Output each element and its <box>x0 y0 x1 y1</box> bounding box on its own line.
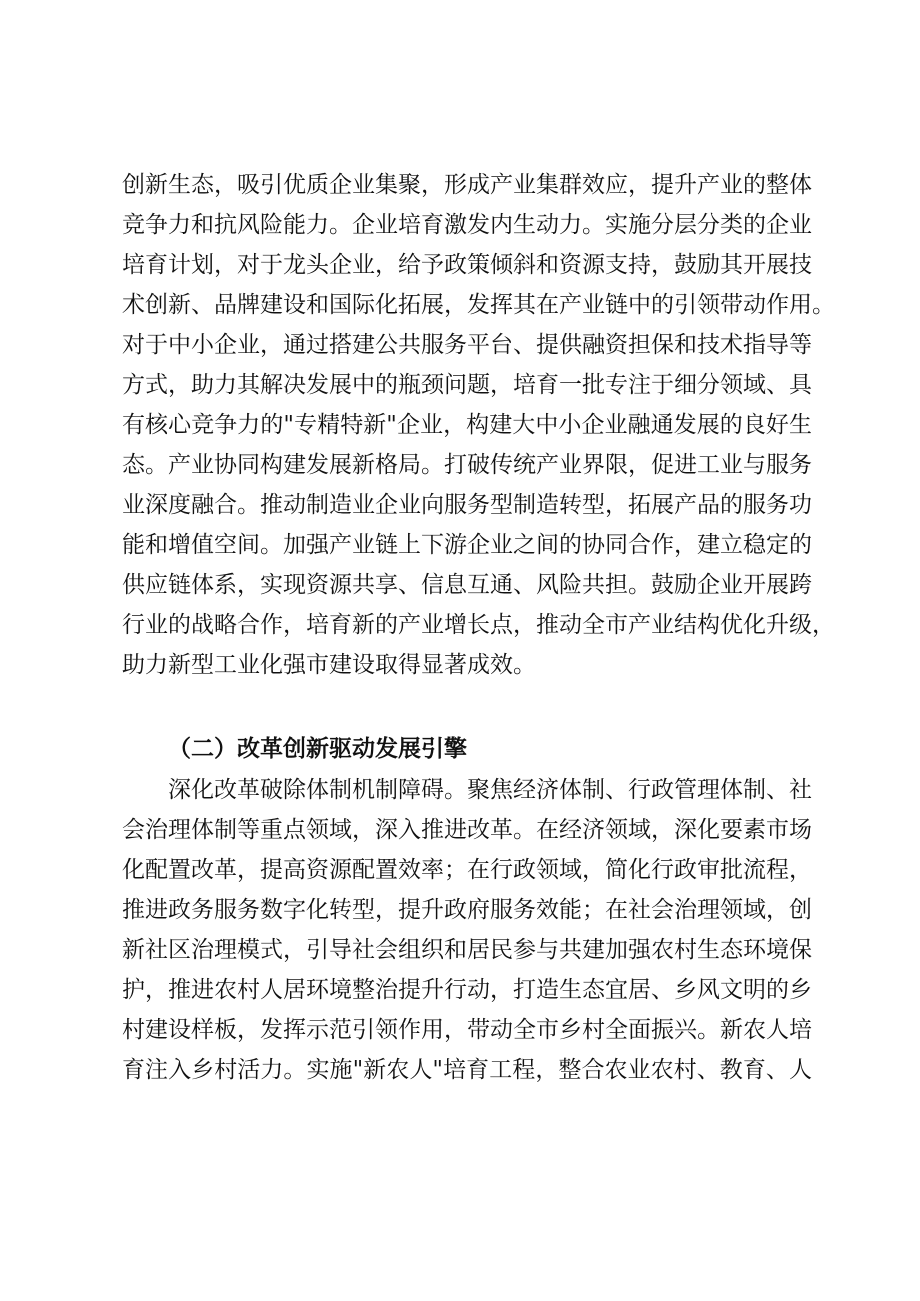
paragraph-reform-innovation <box>122 770 812 1090</box>
text-line: 对于中小企业，通过搭建公共服务平台、提供融资担保和技术指导等 <box>122 332 812 358</box>
text-line: 行业的战略合作，培育新的产业增长点，推动全市产业结构优化升级， <box>122 612 835 638</box>
text-line: 村建设样板，发挥示范引领作用，带动全市乡村全面振兴。新农人培 <box>122 1017 812 1043</box>
text-line: 育注入乡村活力。实施"新农人"培育工程，整合农业农村、教育、人 <box>122 1057 812 1083</box>
text-line: 术创新、品牌建设和国际化拓展，发挥其在产业链中的引领带动作用。 <box>122 292 835 318</box>
section-heading: （二）改革创新驱动发展引擎 <box>168 736 467 762</box>
text-line: 推进政务服务数字化转型，提升政府服务效能；在社会治理领域，创 <box>122 897 812 923</box>
text-line: 会治理体制等重点领域，深入推进改革。在经济领域，深化要素市场 <box>122 817 812 843</box>
paragraph-industry-ecosystem <box>122 165 835 685</box>
text-line: 态。产业协同构建发展新格局。打破传统产业界限，促进工业与服务 <box>122 452 812 478</box>
text-line: 竞争力和抗风险能力。企业培育激发内生动力。实施分层分类的企业 <box>122 212 812 238</box>
text-line: 创新生态，吸引优质企业集聚，形成产业集群效应，提升产业的整体 <box>122 172 812 198</box>
text-line: 深化改革破除体制机制障碍。聚焦经济体制、行政管理体制、社 <box>168 777 812 803</box>
text-line: 方式，助力其解决发展中的瓶颈问题，培育一批专注于细分领域、具 <box>122 372 812 398</box>
text-line: 化配置改革，提高资源配置效率；在行政领域，简化行政审批流程， <box>122 857 812 883</box>
text-line: 培育计划，对于龙头企业，给予政策倾斜和资源支持，鼓励其开展技 <box>122 252 812 278</box>
text-line: 能和增值空间。加强产业链上下游企业之间的协同合作，建立稳定的 <box>122 532 812 558</box>
text-line: 助力新型工业化强市建设取得显著成效。 <box>122 652 536 678</box>
text-line: 新社区治理模式，引导社会组织和居民参与共建加强农村生态环境保 <box>122 937 812 963</box>
text-line: 供应链体系，实现资源共享、信息互通、风险共担。鼓励企业开展跨 <box>122 572 812 598</box>
text-line: 护，推进农村人居环境整治提升行动，打造生态宜居、乡风文明的乡 <box>122 977 812 1003</box>
text-line: 有核心竞争力的"专精特新"企业，构建大中小企业融通发展的良好生 <box>122 412 812 438</box>
text-line: 业深度融合。推动制造业企业向服务型制造转型，拓展产品的服务功 <box>122 492 812 518</box>
